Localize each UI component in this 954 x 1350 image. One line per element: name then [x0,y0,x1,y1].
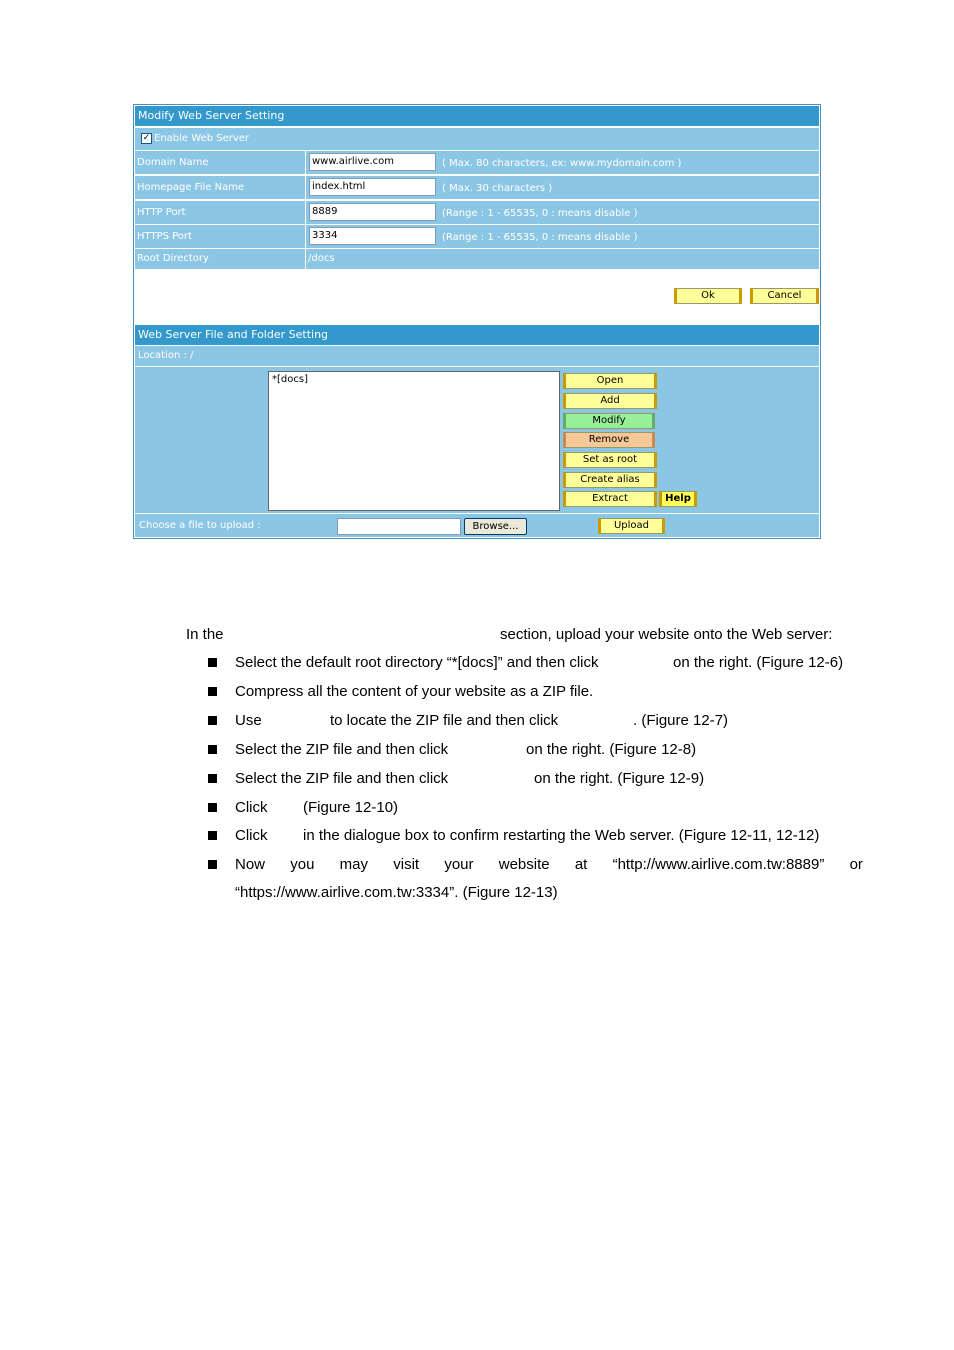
root-directory-value: /docs [308,253,335,264]
step8-word: may [339,856,369,873]
https-port-row [135,225,819,248]
remove-button[interactable]: Remove [563,432,655,448]
bullet-icon [208,658,217,667]
help-button[interactable]: Help [659,491,697,507]
cancel-button[interactable]: Cancel [750,288,819,304]
domain-name-label: Domain Name [135,151,306,174]
open-button[interactable]: Open [563,373,657,389]
http-port-row [135,201,819,224]
step8-word: at [574,856,588,873]
location-label: Location : / [135,346,819,366]
step2-text: Compress all the content of your website as a ZIP file. [235,683,594,700]
step1-text-a: Select the default root directory “*[docs]” and then click [235,654,599,671]
file-listbox[interactable] [268,371,560,511]
step8-word: website [498,856,550,873]
step3-text-b: to locate the ZIP file and then click [330,712,559,729]
https-port-input[interactable]: 3334 [309,227,436,245]
set-as-root-button[interactable]: Set as root [563,452,657,468]
homepage-file-label: Homepage File Name [135,176,306,199]
bullet-icon [208,687,217,696]
bullet-icon [208,745,217,754]
step4-text-a: Select the ZIP file and then click [235,741,449,758]
step8-word: Now [235,856,266,873]
bullet-icon [208,803,217,812]
bullet-icon [208,831,217,840]
domain-name-row [135,151,819,174]
step7-text-b: in the dialogue box to confirm restarting the Web server. (Figure 12-11, 12-12) [303,827,820,844]
enable-web-server-checkbox[interactable]: ✓ [142,132,151,143]
panel-title: Modify Web Server Setting [135,106,819,126]
https-port-label: HTTPS Port [135,225,306,248]
intro-text-end: section, upload your website onto the Web server: [500,626,833,643]
http-port-input[interactable]: 8889 [309,203,436,221]
bullet-icon [208,774,217,783]
domain-name-input[interactable]: www.airlive.com [309,153,436,171]
domain-name-hint: ( Max. 80 characters, ex: www.mydomain.com ) [442,158,682,169]
step8-word: or [849,856,863,873]
bullet-icon [208,716,217,725]
homepage-file-row [135,176,819,199]
bullet-icon [208,860,217,869]
ok-button[interactable]: Ok [674,288,742,304]
step8-line1 [235,856,863,873]
homepage-file-input[interactable]: index.html [309,178,436,196]
step8-word: your [444,856,474,873]
step8-word: you [290,856,315,873]
http-port-hint: (Range : 1 - 65535, 0 : means disable ) [442,208,638,219]
step8-line2: “https://www.airlive.com.tw:3334”. (Figure 12-13) [235,884,558,901]
root-directory-row [135,249,819,269]
extract-button[interactable]: Extract [563,491,657,507]
step6-text-a: Click [235,799,268,816]
file-folder-title: Web Server File and Folder Setting [135,325,819,345]
step4-text-b: on the right. (Figure 12-8) [526,741,697,758]
step8-word: “http://www.airlive.com.tw:8889” [612,856,825,873]
list-item[interactable]: *[docs] [272,374,308,385]
browse-button[interactable]: Browse... [464,518,527,535]
file-list-area [135,367,819,513]
https-port-hint: (Range : 1 - 65535, 0 : means disable ) [442,232,638,243]
step3-text-a: Use [235,712,262,729]
step8-word: visit [393,856,420,873]
upload-label: Choose a file to upload : [139,520,261,531]
upload-row [135,514,819,537]
add-button[interactable]: Add [563,393,657,409]
modify-button[interactable]: Modify [563,413,655,429]
step5-text-b: on the right. (Figure 12-9) [534,770,705,787]
step6-text-b: (Figure 12-10) [303,799,399,816]
create-alias-button[interactable]: Create alias [563,472,657,488]
enable-row [135,128,819,150]
root-directory-label: Root Directory [135,249,306,269]
upload-button[interactable]: Upload [598,518,665,534]
enable-web-server-label: Enable Web Server [154,133,250,144]
file-upload-input[interactable] [337,518,461,535]
step7-text-a: Click [235,827,268,844]
homepage-file-hint: ( Max. 30 characters ) [442,183,553,194]
web-server-settings-panel [133,104,821,539]
step1-text-b: on the right. (Figure 12-6) [673,654,844,671]
intro-text-start: In the [186,626,224,643]
step5-text-a: Select the ZIP file and then click [235,770,449,787]
step3-text-c: . (Figure 12-7) [633,712,729,729]
http-port-label: HTTP Port [135,201,306,224]
